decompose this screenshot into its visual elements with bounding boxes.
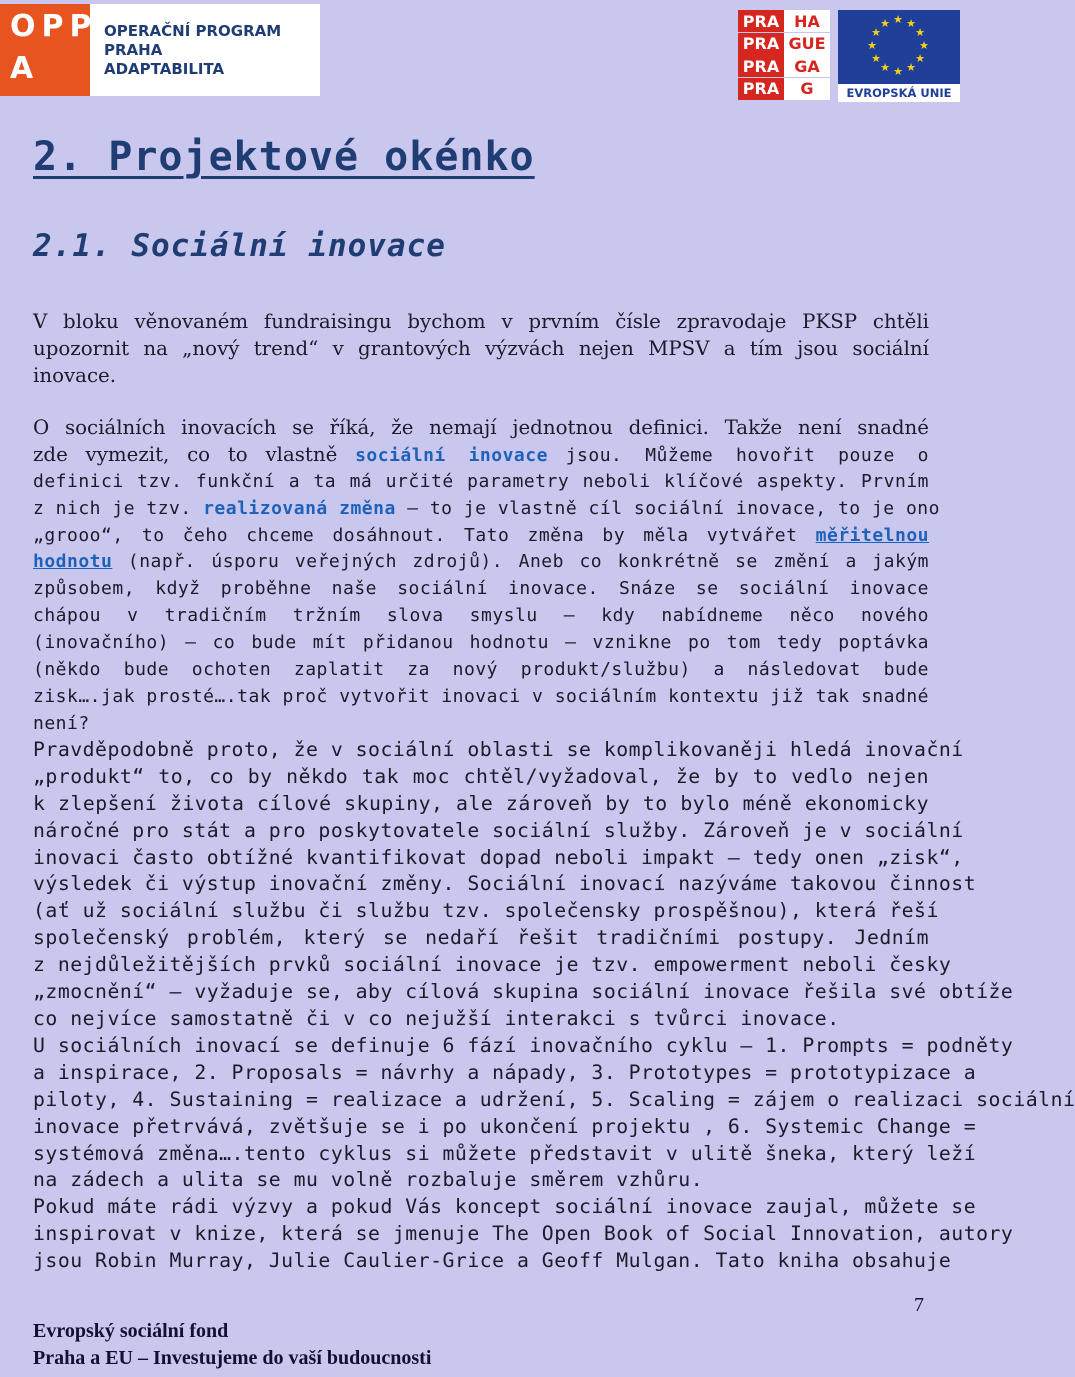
page-number: 7: [914, 1294, 924, 1316]
praha-logo-cell: HA: [784, 10, 830, 32]
text-line: na zádech a ulita se mu volně rozbaluje směrem vzhůru.: [33, 1168, 704, 1192]
text-line: „produkt“ to, co by někdo tak moc chtěl/vyžadoval, že by to vedlo nejen: [33, 764, 929, 788]
svg-text:★: ★: [893, 13, 903, 26]
text-line: zde vymezit, co to vlastně sociální inovace jsou. Můžeme hovořit pouze o: [33, 442, 930, 466]
text-line: inovaci často obtížné kvantifikovat dopad neboli impakt – tedy onen „zisk“,: [33, 845, 964, 869]
text-line: z nejdůležitějších prvků sociální inovace je tzv. empowerment neboli česky: [33, 953, 952, 977]
paragraph-product: [33, 737, 1014, 1033]
svg-text:★: ★: [906, 61, 916, 74]
eu-flag-logo: [838, 10, 960, 102]
text-line: „grooo“, to čeho chceme dosáhnout. Tato změna by měla vytvářet měřitelnou: [33, 524, 930, 546]
svg-text:★: ★: [880, 61, 890, 74]
praha-logo-cell: PRA: [738, 10, 784, 32]
praha-logo-cell: PRA: [738, 33, 784, 55]
oppa-logo: [0, 4, 320, 96]
eu-stars-icon: [858, 12, 938, 84]
text-line: (ať už sociální službu či službu tzv. společensky prospěšnou), která řeší: [33, 899, 939, 923]
text-line: hodnotu (např. úsporu veřejných zdrojů). Aneb co konkrétně se změní a jakým: [33, 551, 929, 573]
praha-logo-cell: G: [784, 78, 830, 100]
text-line: (inovačního) – co bude mít přidanou hodnotu – vznikne po tom tedy poptávka: [33, 632, 929, 654]
praha-logo-cell: GA: [784, 55, 830, 77]
svg-text:★: ★: [906, 17, 916, 30]
oppa-logo-mark: OPP A: [0, 4, 90, 96]
text-line: z nich je tzv. realizovaná změna – to je vlastně cíl sociální inovace, to je ono: [33, 497, 940, 519]
eu-caption: EVROPSKÁ UNIE: [838, 84, 960, 102]
text-line: „zmocnění“ – vyžaduje se, aby cílová skupina sociální inovace řešila své obtíže: [33, 980, 1014, 1004]
svg-text:★: ★: [893, 65, 903, 78]
text-line: inspirovat v knize, která se jmenuje The Open Book of Social Innovation, autory: [33, 1221, 1014, 1245]
text-line: definici tzv. funkční a ta má určité parametry neboli klíčové aspekty. Prvním: [33, 470, 929, 492]
text-line: V bloku věnovaném fundraisingu bychom v prvním čísle zpravodaje PKSP chtěli: [33, 310, 929, 333]
text-line: (někdo bude ochoten zaplatit za nový produkt/službu) a následovat bude: [33, 659, 929, 681]
text-line: k zlepšení života cílové skupiny, ale zároveň by to bylo méně ekonomicky: [33, 791, 929, 815]
highlight-realized-change: realizovaná změna: [203, 497, 396, 519]
paragraph-definition: [33, 415, 940, 738]
svg-text:★: ★: [919, 39, 929, 52]
text-line: chápou v tradičním tržním slova smyslu – kdy nabídneme něco nového: [33, 605, 929, 627]
text-line: náročné pro stát a pro poskytovatele sociální služby. Zároveň je v sociální: [33, 818, 964, 842]
highlight-value: hodnotu: [33, 551, 113, 573]
text-line: jsou Robin Murray, Julie Caulier-Grice a Geoff Mulgan. Tato kniha obsahuje: [33, 1248, 952, 1272]
highlight-social-innovation: sociální inovace: [355, 444, 548, 466]
paragraph-intro: [33, 309, 929, 390]
section-heading: 2. Projektové okénko: [33, 134, 535, 180]
text-line: Pokud máte rádi výzvy a pokud Vás koncept sociální inovace zaujal, můžete se: [33, 1195, 977, 1218]
oppa-logo-text: [90, 4, 320, 96]
text-line: společenský problém, který se nedaří řešit tradičními postupy. Jedním: [33, 926, 929, 950]
praha-logo-cell: PRA: [738, 55, 784, 77]
svg-text:★: ★: [915, 26, 925, 39]
text-line: co nejvíce samostatně či v co nejužší interakci s tvůrci inovace.: [33, 1006, 840, 1030]
paragraph-cycle: [33, 1033, 1075, 1194]
praha-logo: [738, 10, 830, 100]
text-line: U sociálních inovací se definuje 6 fází inovačního cyklu – 1. Prompts = podněty: [33, 1034, 1014, 1057]
oppa-logo-line1: OPERAČNÍ PROGRAM PRAHA: [104, 21, 282, 59]
text-line: inovace.: [33, 363, 117, 387]
oppa-logo-line2: ADAPTABILITA: [104, 59, 225, 78]
text-line: O sociálních inovacích se říká, že nemají jednotnou definici. Takže není snadné: [33, 416, 929, 439]
svg-text:★: ★: [867, 39, 877, 52]
text-line: piloty, 4. Sustaining = realizace a udržení, 5. Scaling = zájem o realizaci sociální: [33, 1087, 1075, 1111]
text-line: zisk….jak prosté….tak proč vytvořit inovaci v sociálním kontextu již tak snadné: [33, 685, 929, 707]
praha-logo-cell: GUE: [784, 33, 830, 55]
footer-line-esf: Evropský sociální fond: [33, 1320, 229, 1342]
text-line: Pravděpodobně proto, že v sociální oblasti se komplikovaněji hledá inovační: [33, 738, 964, 761]
svg-text:★: ★: [880, 17, 890, 30]
text-line: výsledek či výstup inovační změny. Sociální inovací nazýváme takovou činnost: [33, 872, 977, 896]
text-line: není?: [33, 712, 90, 734]
text-line: a inspirace, 2. Proposals = návrhy a nápady, 3. Prototypes = prototypizace a: [33, 1060, 977, 1084]
text-line: inovace přetrvává, zvětšuje se i po ukončení projektu , 6. Systemic Change =: [33, 1114, 977, 1138]
footer-line-praha-eu: Praha a EU – Investujeme do vaší budoucnosti: [33, 1347, 432, 1369]
paragraph-book: [33, 1194, 1014, 1275]
praha-logo-cell: PRA: [738, 78, 784, 100]
svg-text:★: ★: [871, 52, 881, 65]
text-line: systémová změna….tento cyklus si můžete představit v ulitě šneka, který leží: [33, 1141, 977, 1165]
footer: [33, 1318, 431, 1372]
svg-text:★: ★: [915, 52, 925, 65]
text-line: upozornit na „nový trend“ v grantových výzvách nejen MPSV a tím jsou sociální: [33, 336, 929, 360]
subsection-heading: 2.1. Sociální inovace: [33, 228, 446, 264]
svg-text:★: ★: [871, 26, 881, 39]
highlight-measurable: měřitelnou: [815, 524, 930, 546]
text-line: způsobem, když proběhne naše sociální inovace. Snáze se sociální inovace: [33, 578, 929, 600]
